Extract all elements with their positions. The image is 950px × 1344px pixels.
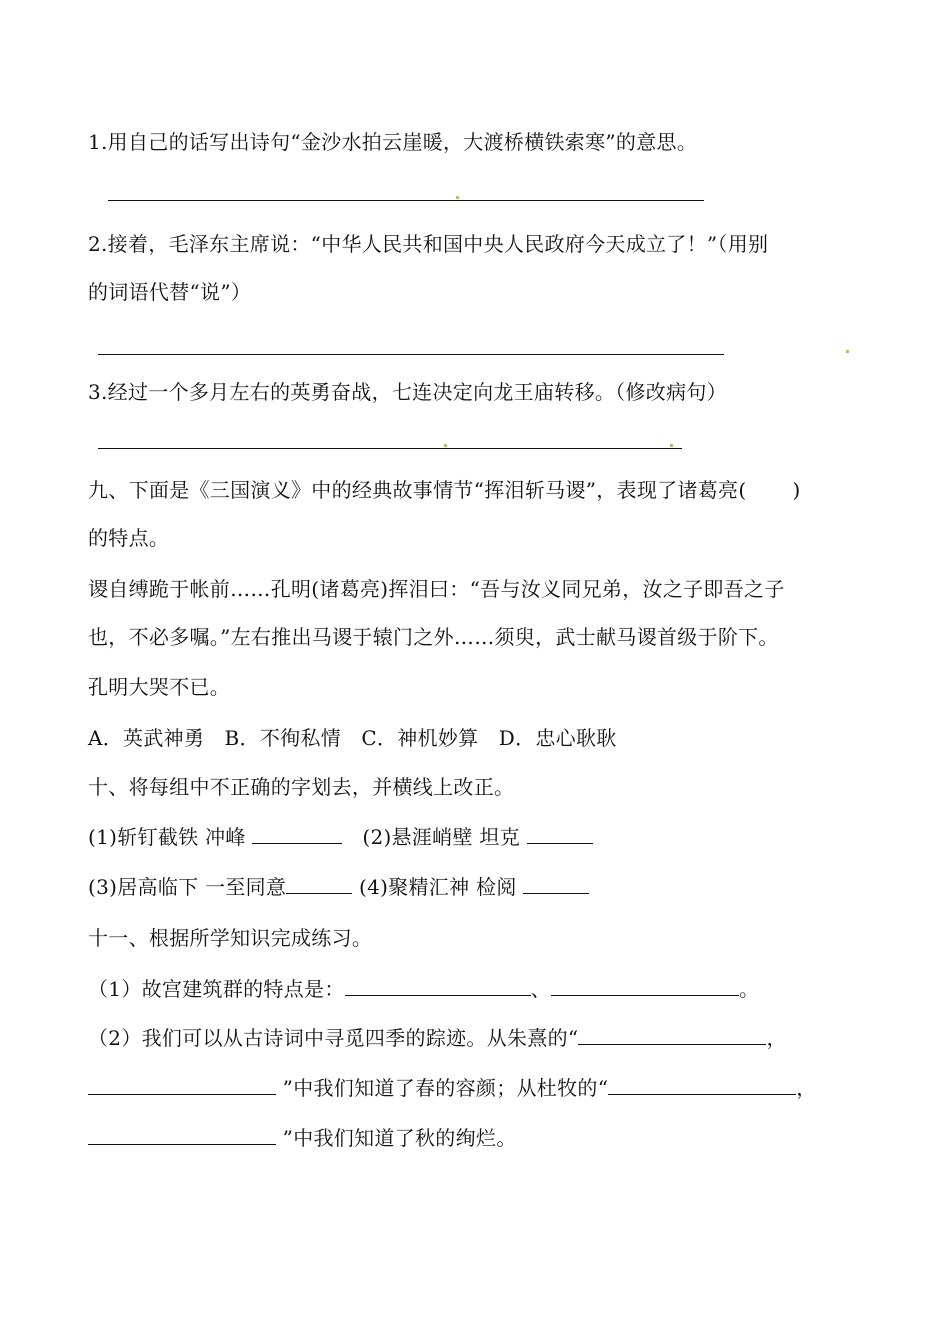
question-2-line-2: 的词语代替“说”）	[88, 280, 252, 304]
answer-blank-item-2[interactable]	[527, 825, 593, 844]
q2-text-c: ”中我们知道了秋的绚烂。	[282, 1126, 517, 1150]
answer-blank-spring-2[interactable]	[88, 1076, 276, 1095]
answer-blank-spring-1[interactable]	[578, 1026, 766, 1045]
question-2-line-1: 2.接着，毛泽东主席说：“中华人民共和国中央人民政府今天成立了！”（用别	[88, 232, 769, 256]
passage-line-2: 也，不必多嘱。”左右推出马谡于辕门之外……须臾，武士献马谡首级于阶下。	[88, 625, 779, 649]
section-11-q2-line-2	[88, 1074, 817, 1102]
item-4: (4)聚精汇神 检阅	[358, 875, 517, 899]
section-11-q2-line-3	[88, 1124, 517, 1152]
options-line: A．英武神勇 B．不徇私情 C．神机妙算 D．忠心耿耿	[88, 726, 617, 750]
section-11-title: 十一、根据所学知识完成练习。	[88, 926, 373, 950]
section-10-row-2	[88, 873, 589, 901]
answer-blank-autumn-2[interactable]	[88, 1126, 276, 1145]
item-1: (1)斩钉截铁 冲峰	[88, 825, 246, 849]
q2-comma-2: ，	[796, 1076, 817, 1100]
q1-end: 。	[738, 977, 760, 1001]
section-9-line-1	[88, 476, 801, 504]
section-9-text: 九、下面是《三国演义》中的经典故事情节“挥泪斩马谡”，表现了诸葛亮(	[88, 478, 747, 502]
answer-line-3[interactable]	[98, 448, 682, 449]
passage-line-1: 谡自缚跪于帐前……孔明(诸葛亮)挥泪曰：“吾与汝义同兄弟，汝之子即吾之子	[88, 577, 785, 601]
answer-blank-palace-2[interactable]	[551, 977, 739, 996]
answer-line-2[interactable]	[98, 354, 724, 355]
answer-blank-item-3[interactable]	[286, 875, 352, 894]
q1-sep: 、	[530, 977, 551, 1001]
question-1: 1.用自己的话写出诗句“金沙水拍云崖暖，大渡桥横铁索寒”的意思。	[88, 130, 698, 154]
answer-line-1[interactable]	[108, 200, 704, 201]
section-9-close-paren: )	[792, 478, 801, 502]
question-3: 3.经过一个多月左右的英勇奋战，七连决定向龙王庙转移。（修改病句）	[88, 380, 727, 404]
speck-mark	[846, 350, 849, 353]
item-3: (3)居高临下 一至同意	[88, 875, 287, 899]
section-9-line-2: 的特点。	[88, 526, 170, 550]
section-11-q1	[88, 975, 759, 1003]
q2-text-a: （2）我们可以从古诗词中寻觅四季的踪迹。从朱熹的“	[88, 1026, 579, 1050]
passage-line-3: 孔明大哭不已。	[88, 675, 231, 699]
q2-comma-1: ，	[766, 1026, 787, 1050]
section-10-title: 十、将每组中不正确的字划去，并横线上改正。	[88, 775, 515, 799]
answer-blank-autumn-1[interactable]	[608, 1076, 796, 1095]
answer-blank-item-4[interactable]	[523, 875, 589, 894]
speck-mark	[456, 196, 459, 199]
section-11-q2-line-1	[88, 1024, 787, 1052]
answer-blank-palace-1[interactable]	[345, 977, 531, 996]
answer-blank-item-1[interactable]	[252, 825, 342, 844]
item-2: (2)悬涯峭壁 坦克	[362, 825, 521, 849]
speck-mark	[670, 444, 673, 447]
speck-mark	[444, 444, 447, 447]
q1-text: （1）故宫建筑群的特点是：	[88, 977, 345, 1001]
q2-text-b: ”中我们知道了春的容颜；从杜牧的“	[282, 1076, 609, 1100]
section-10-row-1	[88, 823, 593, 851]
